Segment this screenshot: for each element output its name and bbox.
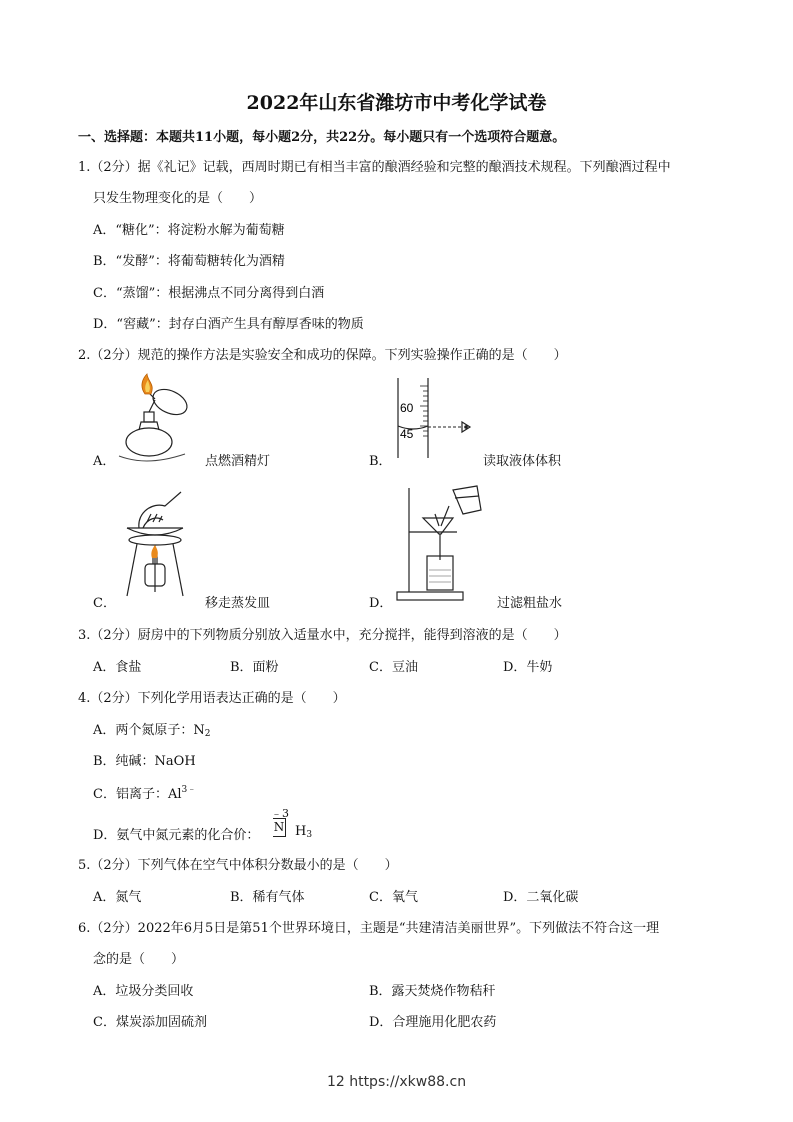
- q5-option-c: C．氧气: [369, 890, 418, 905]
- q4-option-b: B．纯碱：NaOH: [93, 754, 196, 769]
- q2-option-a-letter: A．: [93, 454, 116, 469]
- q4-option-d-formula: [295, 824, 312, 840]
- q4-option-a-subscript: 2: [204, 729, 211, 739]
- q6-stem-line1: 6.（2分）2022年6月5日是第51个世界环境日，主题是“共建清洁美丽世界”。下列做法不符合这一理: [78, 921, 660, 936]
- alcohol-lamp-figure: [115, 372, 200, 467]
- q6-option-c: C．煤炭添加固硫剂: [93, 1015, 207, 1030]
- q4-hydrogen-symbol: H: [295, 824, 307, 839]
- q4-option-c-text: C．铝离子：Al: [93, 787, 182, 802]
- cylinder-label-45: 45: [400, 427, 414, 441]
- q2-option-c-letter: C．: [93, 596, 116, 611]
- evaporating-dish-figure: [117, 488, 202, 603]
- cylinder-label-60: 60: [400, 401, 414, 415]
- q5-option-a: A．氮气: [93, 890, 142, 905]
- q6-option-d: D．合理施用化肥农药: [369, 1015, 497, 1030]
- q2-option-a-text: 点燃酒精灯: [205, 454, 271, 469]
- q4-stem: 4.（2分）下列化学用语表达正确的是（ ）: [78, 691, 346, 706]
- q4-valence-label: ﹣3: [271, 807, 289, 820]
- q1-option-a: A．“糖化”：将淀粉水解为葡萄糖: [93, 223, 285, 238]
- section-heading: 一、选择题：本题共11小题，每小题2分，共22分。每小题只有一个选项符合题意。: [78, 130, 566, 145]
- q2-stem: 2.（2分）规范的操作方法是实验安全和成功的保障。下列实验操作正确的是（ ）: [78, 348, 567, 363]
- q2-option-b-letter: B．: [369, 454, 392, 469]
- q2-option-d-text: 过滤粗盐水: [497, 596, 563, 611]
- q4-option-a: [93, 719, 211, 739]
- q1-stem-line1: 1.（2分）据《礼记》记载，西周时期已有相当丰富的酿酒经验和完整的酿酒技术规程。下列酿酒过程中: [78, 160, 671, 175]
- filtration-figure: [395, 480, 495, 605]
- q6-option-b: B．露天焚烧作物秸秆: [369, 984, 496, 999]
- q4-nitrogen-symbol: N: [273, 818, 286, 837]
- q2-option-b-text: 读取液体体积: [483, 454, 562, 469]
- graduated-cylinder-figure: [392, 376, 482, 460]
- q6-option-a: A．垃圾分类回收: [93, 984, 194, 999]
- page-footer: 12 https://xkw88.cn: [326, 1074, 467, 1090]
- q6-stem-line2: 念的是（ ）: [93, 952, 185, 967]
- q5-option-d: D．二氧化碳: [503, 890, 579, 905]
- q3-stem: 3.（2分）厨房中的下列物质分别放入适量水中，充分搅拌，能得到溶液的是（ ）: [78, 628, 567, 643]
- q5-option-b: B．稀有气体: [230, 890, 305, 905]
- q1-option-d: D．“窖藏”：封存白酒产生具有醇厚香味的物质: [93, 317, 364, 332]
- q4-option-c: [93, 782, 196, 802]
- q3-option-b: B．面粉: [230, 660, 279, 675]
- q4-option-a-text: A．两个氮原子：N: [93, 723, 205, 738]
- q2-option-d-letter: D．: [369, 596, 393, 611]
- page-title: 2022年山东省潍坊市中考化学试卷: [246, 92, 547, 114]
- q2-option-c-text: 移走蒸发皿: [205, 596, 271, 611]
- q3-option-c: C．豆油: [369, 660, 418, 675]
- q1-option-c: C．“蒸馏”：根据沸点不同分离得到白酒: [93, 286, 325, 301]
- q4-option-c-superscript: 3﹣: [181, 785, 197, 795]
- q5-stem: 5.（2分）下列气体在空气中体积分数最小的是（ ）: [78, 858, 398, 873]
- q3-option-a: A．食盐: [93, 660, 142, 675]
- q4-hydrogen-subscript: 3: [306, 830, 313, 840]
- q3-option-d: D．牛奶: [503, 660, 553, 675]
- q4-option-d-text: D．氨气中氮元素的化合价：: [93, 828, 260, 843]
- q1-stem-line2: 只发生物理变化的是（ ）: [93, 191, 263, 206]
- q1-option-b: B．“发酵”：将葡萄糖转化为酒精: [93, 254, 285, 269]
